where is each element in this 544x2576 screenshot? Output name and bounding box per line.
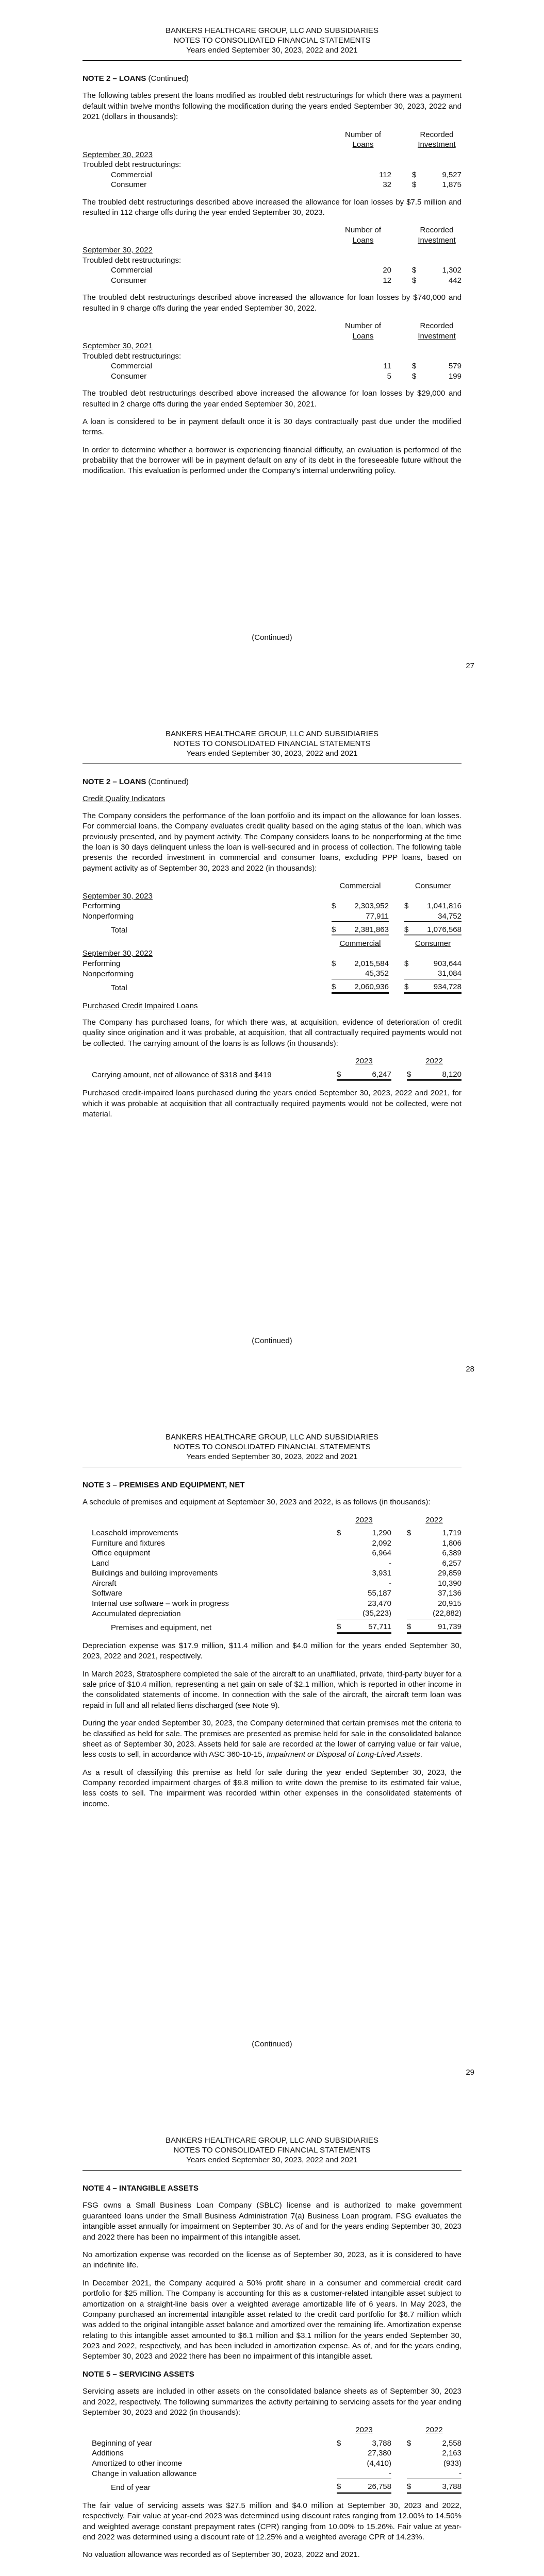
spacer [391,1588,407,1599]
row-label: Commercial [111,362,153,371]
paragraph: In order to determine whether a borrower is experiencing financial difficulty, an evaluation is performed of the probability that the borrower will be in payment default on any of its debt in the foreseeable future without the modification. This evaluation is performed under the Company's internal underwriting policy. [83,445,461,476]
table-row [83,2459,461,2469]
cell: 2,060,936 [340,982,389,993]
page-number: 28 [466,1365,474,1374]
cell: 11 [383,362,391,371]
page-28 [0,703,544,1406]
dollar-sign [407,1579,415,1589]
cell: (22,882) [415,1608,461,1619]
cell: 9,527 [442,170,461,179]
period-line: Years ended September 30, 2023, 2022 and 2021 [186,1452,358,1462]
dollar-sign: $ [337,2438,341,2448]
cell: 6,247 [345,1070,391,1080]
dollar-sign: $ [337,1070,345,1080]
cell: 31,084 [413,969,461,979]
table-row [83,1599,461,1609]
cell: 2,092 [372,1538,391,1548]
dollar-sign: $ [412,266,417,275]
column-header: Commercial [339,939,381,948]
cell: 112 [379,170,391,179]
row-label: Beginning of year [92,2438,152,2448]
spacer [391,1608,407,1619]
table-row [83,2438,461,2449]
row-label: Aircraft [92,1579,117,1588]
dollar-sign [337,1558,345,1569]
cell: 2,303,952 [354,902,389,911]
cell: 2,015,584 [354,959,389,968]
cell: 55,187 [368,1589,391,1598]
row-label: Nonperforming [83,969,134,978]
page-header [83,2136,461,2165]
period-label: September 30, 2023 [83,150,153,159]
paragraph: As a result of classifying this premise as held for sale during the year ended September 30, 2023, the Company recorded impairment charges of $9.8 million to write down the premise to its estimated fair value, less costs to sell. The impairment was recorded within other expenses in the consolidated statements of income. [83,1768,461,1808]
dollar-sign: $ [404,959,409,968]
paragraph: FSG owns a Small Business Loan Company (SBLC) license and is authorized to make government guaranteed loans under the Small Business Administration 7(a) Business Loan program. FSG evaluates the intangible asset annually for impairment on September 30. As of and for the years ending September 30, 2023 and 2022 there has been no impairment of this intangible asset. [83,2201,461,2242]
cell: - [389,1579,391,1588]
cell: 20,915 [438,1599,461,1608]
dollar-sign [337,1538,345,1549]
tdr-table-2023 [83,130,461,190]
row-label: Amortized to other income [92,2459,183,2468]
spacer [391,1528,407,1538]
paragraph: The fair value of servicing assets was $27.5 million and $4.0 million at September 30, 2023 and 2022, respectively. Fair value at year-end 2023 was determined using discount rates ranging from 12.00% to 14.50% and weighted average constant prepayment rates (CPR) ranging from 10.00% to 15.26%. Fair value at year-end 2022 was determined using a discount rate of 12.25% and a weighted average CPR of 14.23%. [83,2501,461,2542]
row-label: Land [92,1558,109,1568]
cell: - [345,2468,391,2479]
row-label: Buildings and building improvements [92,1569,218,1578]
continued-label: (Continued) [252,2040,292,2048]
cell: 6,389 [442,1549,461,1558]
spacer [391,1579,407,1589]
spacer [391,2468,407,2479]
cell: (933) [443,2459,461,2468]
spacer [391,1599,407,1609]
cell: 6,964 [372,1549,391,1558]
spacer [391,1538,407,1549]
paragraph: During the year ended September 30, 2023, the Company determined that certain premises met the criteria to be classified as held for sale. The premises are presented as premise held for sale in the consolidated balance sheet as of September 30, 2023. Assets held for sale are recorded at the lower of carrying value or fair value, less costs to sell, in accordance with ASC 360-10-15, Impairment or Disposal of Long-Lived Assets. [83,1719,461,1759]
paragraph: Depreciation expense was $17.9 million, $11.4 million and $4.0 million for the years ended September 30, 2023, 2022 and 2021, respectively. [83,1641,461,1661]
page-30 [0,2110,544,2576]
column-header: Loans [352,140,374,149]
dollar-sign: $ [412,180,417,190]
dollar-sign [407,1538,415,1549]
row-label: Accumulated depreciation [92,1609,181,1618]
company-name: BANKERS HEALTHCARE GROUP, LLC AND SUBSIDIARIES [166,1433,378,1442]
row-label: Furniture and fixtures [92,1538,165,1548]
page-content [83,777,461,1127]
dollar-sign [407,1558,415,1569]
row-label: Internal use software – work in progress [92,1599,229,1608]
column-header: 2022 [425,1515,443,1524]
cell: 91,739 [415,1622,461,1633]
row-label: Nonperforming [83,912,134,921]
cell: 77,911 [340,911,389,922]
company-name: BANKERS HEALTHCARE GROUP, LLC AND SUBSIDIARIES [166,26,378,35]
dollar-sign: $ [407,1622,415,1633]
paragraph: The troubled debt restructurings described above increased the allowance for loan losses by $7.5 million and resulted in 112 charge offs during the year ended September 30, 2023. [83,197,461,217]
dollar-sign [337,2448,345,2459]
table-row [83,2448,461,2459]
column-header: Consumer [415,882,451,891]
dollar-sign [337,1599,345,1609]
column-header: Investment [418,331,456,341]
column-header: 2023 [355,1515,373,1524]
dollar-sign [407,2459,415,2469]
dollar-sign: $ [337,2482,345,2493]
paragraph: Servicing assets are included in other assets on the consolidated balance sheets as of September 30, 2023 and 2022, respectively. The following summarizes the activity pertaining to servicing assets for the year ending September 30, 2023 and 2022 (in thousands): [83,2387,461,2417]
period-line: Years ended September 30, 2023, 2022 and 2021 [186,46,358,55]
dollar-sign [337,2459,345,2469]
period-label: September 30, 2021 [83,342,153,351]
row-label: Additions [92,2449,124,2458]
row-label: Change in valuation allowance [92,2469,197,2478]
servicing-table [83,2425,461,2494]
dollar-sign [407,1568,415,1579]
spacer [391,1548,407,1558]
tdr-table-2022 [83,225,461,285]
page-header [83,26,461,56]
cell: 37,136 [438,1589,461,1598]
row-label: End of year [111,2483,151,2492]
table-row [83,1588,461,1599]
column-header: Loans [352,331,374,341]
cell: 34,752 [413,911,461,922]
row-label: Software [92,1589,123,1598]
column-header: 2022 [425,1057,443,1066]
page-29 [0,1406,544,2110]
document-title: NOTES TO CONSOLIDATED FINANCIAL STATEMENTS [173,1443,371,1452]
dollar-sign: $ [412,276,417,285]
period-label: September 30, 2022 [83,246,153,255]
dollar-sign: $ [412,362,417,371]
table-row [83,1579,461,1589]
note-title: NOTE 5 – SERVICING ASSETS [83,2369,194,2379]
dollar-sign: $ [404,982,413,993]
premises-table [83,1515,461,1634]
row-label: Office equipment [92,1549,151,1558]
dollar-sign: $ [332,925,340,936]
dollar-sign: $ [404,925,413,936]
spacer [391,2448,407,2459]
page-content [83,74,461,484]
page-header [83,729,461,759]
paragraph: A schedule of premises and equipment at September 30, 2023 and 2022, is as follows (in thousands): [83,1498,431,1507]
table-row [83,1548,461,1558]
row-label: Commercial [111,266,153,275]
dollar-sign [407,1588,415,1599]
dollar-sign: $ [404,902,409,911]
cell: (4,410) [367,2459,391,2468]
column-header: Recorded [420,226,454,235]
row-label: Consumer [111,371,147,381]
note-title: NOTE 4 – INTANGIBLE ASSETS [83,2184,199,2193]
row-label: Premises and equipment, net [111,1623,212,1632]
dollar-sign [337,2468,345,2479]
cell: 2,163 [442,2449,461,2458]
section-heading: Purchased Credit Impaired Loans [83,1001,198,1010]
cell: 199 [448,371,461,381]
spacer [391,1558,407,1569]
credit-quality-table [83,881,461,994]
dollar-sign: $ [407,2438,411,2448]
page-header [83,1432,461,1462]
paragraph: The Company has purchased loans, for which there was, at acquisition, evidence of deterioration of credit quality since origination and it was probable, at acquisition, that all contractually required payments would not be collected. The carrying amount of the loans is as follows (in thousands): [83,1018,461,1048]
column-header: Commercial [339,882,381,891]
cell: 903,644 [433,959,461,968]
row-label: Troubled debt restructurings: [83,351,182,361]
cell: 27,380 [368,2449,391,2458]
row-label: Performing [83,959,121,968]
cell: 3,788 [415,2482,461,2493]
column-header: 2022 [425,2426,443,2435]
column-header: Number of [344,130,382,139]
cell: 442 [448,276,461,285]
cell: (35,223) [345,1608,391,1619]
dollar-sign [407,2448,415,2459]
document-title: NOTES TO CONSOLIDATED FINANCIAL STATEMENTS [173,36,371,45]
paragraph: In December 2021, the Company acquired a 50% profit share in a consumer and commercial credit card portfolio for $25 million. The Company is accounting for this as a customer-related intangible asset subject to amortization on a straight-line basis over a weighted average amortizable life of 6 years. In May 2023, the Company purchased an incremental intangible asset related to the credit card portfolio for $6.7 million which was added to the original intangible asset balance and amortized over the remaining life. Amortization expense relating to this intangible asset amounted to $6.1 million and $3.1 million for the years ended September 30, 2023 and 2022, respectively, and has been included in amortization expense. As of, and for the years ending, September 30, 2023 and 2022 there has been no impairment of this intangible asset. [83,2278,461,2361]
header-rule [83,60,461,61]
period-label: September 30, 2023 [83,891,153,901]
dollar-sign [337,1568,345,1579]
table-row [83,1558,461,1569]
company-name: BANKERS HEALTHCARE GROUP, LLC AND SUBSIDIARIES [166,2136,378,2145]
cell: 20 [383,266,391,275]
cell: 1,076,568 [413,925,461,936]
cell: 934,728 [413,982,461,993]
dollar-sign [407,1548,415,1558]
page-content [83,2183,461,2568]
cell: 45,352 [340,969,389,979]
dollar-sign: $ [332,902,336,911]
dollar-sign [337,1608,345,1619]
column-header: Number of [344,226,382,235]
paragraph: No amortization expense was recorded on the license as of September 30, 2023, as it is considered to have an indefinite life. [83,2250,461,2270]
paragraph: Purchased credit-impaired loans purchased during the years ended September 30, 2023, 2022 and 2021, for which it was probable at acquisition that all contractually required payments would not be collected, were not material. [83,1089,461,1118]
dollar-sign: $ [407,1529,411,1538]
period-line: Years ended September 30, 2023, 2022 and 2021 [186,2156,358,2165]
period-line: Years ended September 30, 2023, 2022 and 2021 [186,749,358,758]
row-label: Consumer [111,180,147,190]
row-label: Commercial [111,170,153,179]
cell: 5 [387,371,391,381]
dollar-sign [407,1599,415,1609]
dollar-sign [407,2468,415,2479]
column-header: Consumer [415,939,451,948]
paragraph: In March 2023, Stratosphere completed the sale of the aircraft to an unaffiliated, private, third-party buyer for a sale price of $10.4 million, representing a net gain on sale of $2.1 million, which is reported in other income in the consolidated statements of income. In connection with the sale of the aircraft, the aircraft term loan was repaid in full and all related liens discharged (see Note 9). [83,1669,461,1710]
cell: 1,719 [442,1529,461,1538]
table-row [83,1568,461,1579]
row-label: Total [111,983,127,992]
column-header: Number of [344,321,382,331]
column-header: Investment [418,235,456,245]
spacer [391,2438,407,2449]
cell: 1,875 [442,180,461,190]
period-label: September 30, 2022 [83,949,153,958]
dollar-sign [337,1588,345,1599]
dollar-sign: $ [412,170,417,179]
paragraph: A loan is considered to be in payment default once it is 30 days contractually past due under the modified terms. [83,417,461,437]
dollar-sign: $ [407,2482,415,2493]
table-row [83,1538,461,1549]
cell: - [415,2468,461,2479]
column-header: Recorded [420,130,454,139]
cell: 26,758 [345,2482,391,2493]
dollar-sign: $ [337,1529,341,1538]
paragraph: The troubled debt restructurings described above increased the allowance for loan losses by $740,000 and resulted in 9 charge offs during the year ended September 30, 2022. [83,293,461,313]
page-27 [0,0,544,703]
dollar-sign: $ [332,982,340,993]
spacer [391,1568,407,1579]
page-number: 27 [466,662,474,670]
document-title: NOTES TO CONSOLIDATED FINANCIAL STATEMENTS [173,739,371,749]
page-content [83,1480,461,1817]
dollar-sign: $ [332,959,336,968]
paragraph: No valuation allowance was recorded as of September 30, 2023, 2022 and 2021. [83,2550,360,2560]
dollar-sign [337,1548,345,1558]
table-row [83,1528,461,1538]
company-name: BANKERS HEALTHCARE GROUP, LLC AND SUBSIDIARIES [166,730,378,738]
dollar-sign: $ [407,1070,415,1080]
document-title: NOTES TO CONSOLIDATED FINANCIAL STATEMENTS [173,2146,371,2155]
cell: 32 [383,180,391,190]
paragraph: The troubled debt restructurings described above increased the allowance for loan losses by $29,000 and resulted in 2 charge offs during the year ended September 30, 2021. [83,389,461,409]
page-number: 29 [466,2068,474,2077]
cell: 2,381,863 [340,925,389,936]
header-rule [83,2170,461,2171]
column-header: Investment [418,140,456,149]
note-title: NOTE 3 – PREMISES AND EQUIPMENT, NET [83,1481,245,1489]
cell: - [389,1558,391,1568]
dollar-sign [337,1579,345,1589]
paragraph: The Company considers the performance of the loan portfolio and its impact on the allowance for loan losses. For commercial loans, the Company evaluates credit quality based on the aging status of the loan, which was previously presented, and by payment activity. The Company considers loans to be nonperforming at the time the loan is 30 days delinquent unless the loan is well-secured and in process of collection. The following table presents the recorded investment in commercial and consumer loans, excluding PPP loans, based on payment activity as of September 30, 2023 and 2022 (in thousands): [83,811,461,873]
table-row [83,1608,461,1619]
table-row [83,2468,461,2479]
section-heading: Credit Quality Indicators [83,794,166,804]
cell: 29,859 [438,1569,461,1578]
row-label: Carrying amount, net of allowance of $318 and $419 [92,1071,272,1080]
dollar-sign: $ [337,1622,345,1633]
row-label: Performing [83,902,121,911]
note-title: NOTE 2 – LOANS (Continued) [83,74,189,83]
column-header: 2023 [355,1057,373,1066]
spacer [391,2459,407,2469]
tdr-table-2021 [83,321,461,381]
row-label: Leasehold improvements [92,1529,178,1538]
row-label: Troubled debt restructurings: [83,160,182,170]
row-label: Troubled debt restructurings: [83,256,182,265]
cell: 2,558 [442,2438,461,2448]
cell: 579 [448,362,461,371]
column-header: 2023 [355,2426,373,2435]
note-title: NOTE 2 – LOANS (Continued) [83,777,189,786]
paragraph: The following tables present the loans modified as troubled debt restructurings for which there was a payment default within twelve months following the modification during the years ended September 30, 2023, 2022 and 2021 (dollars in thousands): [83,91,461,122]
cell: 1,290 [372,1529,391,1538]
cell: 3,788 [372,2438,391,2448]
row-label: Total [111,926,127,935]
cell: 57,711 [345,1622,391,1633]
column-header: Loans [352,235,374,245]
cell: 1,806 [442,1538,461,1548]
pci-table [83,1056,461,1081]
cell: 1,041,816 [427,902,461,911]
cell: 1,302 [442,266,461,275]
cell: 8,120 [415,1070,461,1080]
cell: 23,470 [368,1599,391,1608]
continued-label: (Continued) [252,633,292,642]
cell: 12 [383,276,391,285]
cell: 10,390 [438,1579,461,1588]
cell: 6,257 [442,1558,461,1568]
column-header: Recorded [420,321,454,331]
dollar-sign: $ [412,371,417,381]
cell: 3,931 [372,1569,391,1578]
dollar-sign [407,1608,415,1619]
row-label: Consumer [111,276,147,285]
continued-label: (Continued) [252,1336,292,1345]
